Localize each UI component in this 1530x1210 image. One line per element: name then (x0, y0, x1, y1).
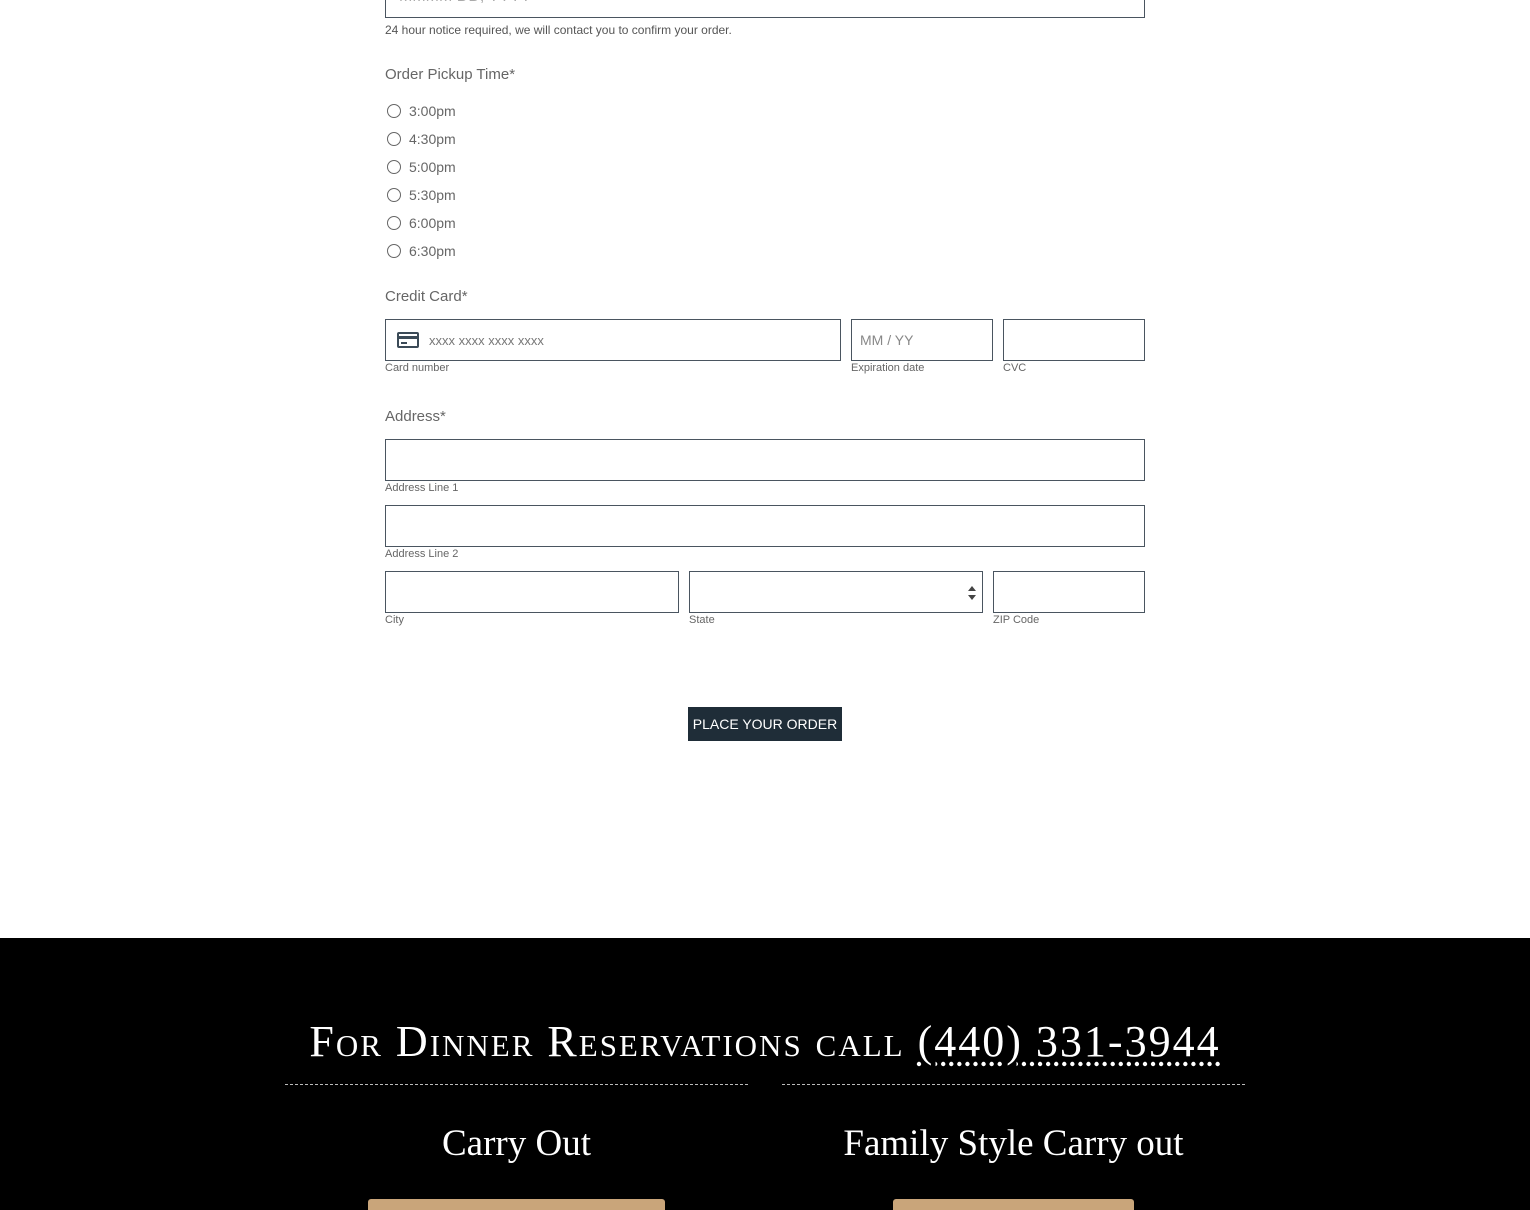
zip-code-label: ZIP Code (993, 614, 1040, 626)
credit-card-label: Credit Card* (385, 288, 468, 305)
city-input[interactable] (385, 571, 679, 613)
pickup-option-label: 5:30pm (409, 187, 456, 203)
pickup-option-label: 4:30pm (409, 131, 456, 147)
address-line1-label: Address Line 1 (385, 482, 459, 494)
radio-button[interactable] (387, 244, 401, 258)
pickup-option-label: 5:00pm (409, 159, 456, 175)
credit-card-icon (397, 332, 419, 348)
address-label: Address* (385, 408, 446, 425)
pickup-option-6[interactable] (385, 241, 456, 261)
pickup-option-1[interactable] (385, 101, 456, 121)
radio-button[interactable] (387, 216, 401, 230)
expiration-date-input[interactable] (851, 319, 993, 361)
expiration-date-label: Expiration date (851, 362, 925, 374)
reservation-phone-link[interactable]: (440) 331-3944 (917, 1017, 1221, 1066)
card-number-label: Card number (385, 362, 450, 374)
radio-button[interactable] (387, 104, 401, 118)
zip-code-input[interactable] (993, 571, 1145, 613)
pickup-option-2[interactable] (385, 129, 456, 149)
carry-out-button[interactable] (368, 1199, 665, 1210)
city-label: City (385, 614, 404, 626)
radio-button[interactable] (387, 132, 401, 146)
family-style-carry-out-title: Family Style Carry out (843, 1123, 1184, 1164)
pickup-time-label: Order Pickup Time* (385, 66, 516, 83)
cvc-input[interactable] (1003, 319, 1145, 361)
reservation-heading (0, 1016, 1530, 1067)
pickup-option-4[interactable] (385, 185, 456, 205)
pickup-option-5[interactable] (385, 213, 456, 233)
order-date-input[interactable] (385, 0, 1145, 18)
select-arrows-icon (968, 586, 976, 600)
divider-right (782, 1084, 1245, 1085)
address-line2-input[interactable] (385, 505, 1145, 547)
pickup-option-label: 6:00pm (409, 215, 456, 231)
carry-out-title: Carry Out (442, 1123, 591, 1164)
place-order-button[interactable]: PLACE YOUR ORDER (688, 707, 842, 741)
family-style-carry-out-button[interactable] (893, 1199, 1134, 1210)
pickup-option-label: 3:00pm (409, 103, 456, 119)
pickup-option-label: 6:30pm (409, 243, 456, 259)
footer (0, 938, 1530, 1210)
pickup-option-3[interactable] (385, 157, 456, 177)
state-select[interactable] (689, 571, 983, 613)
radio-button[interactable] (387, 160, 401, 174)
order-date-note: 24 hour notice required, we will contact you to confirm your order. (385, 23, 732, 37)
radio-button[interactable] (387, 188, 401, 202)
state-label: State (689, 614, 715, 626)
address-line2-label: Address Line 2 (385, 548, 459, 560)
divider-left (285, 1084, 748, 1085)
reservation-text: For Dinner Reservations call (309, 1017, 905, 1066)
card-number-field[interactable] (385, 319, 841, 361)
cvc-label: CVC (1003, 362, 1027, 374)
address-line1-input[interactable] (385, 439, 1145, 481)
card-number-input[interactable] (429, 333, 819, 348)
